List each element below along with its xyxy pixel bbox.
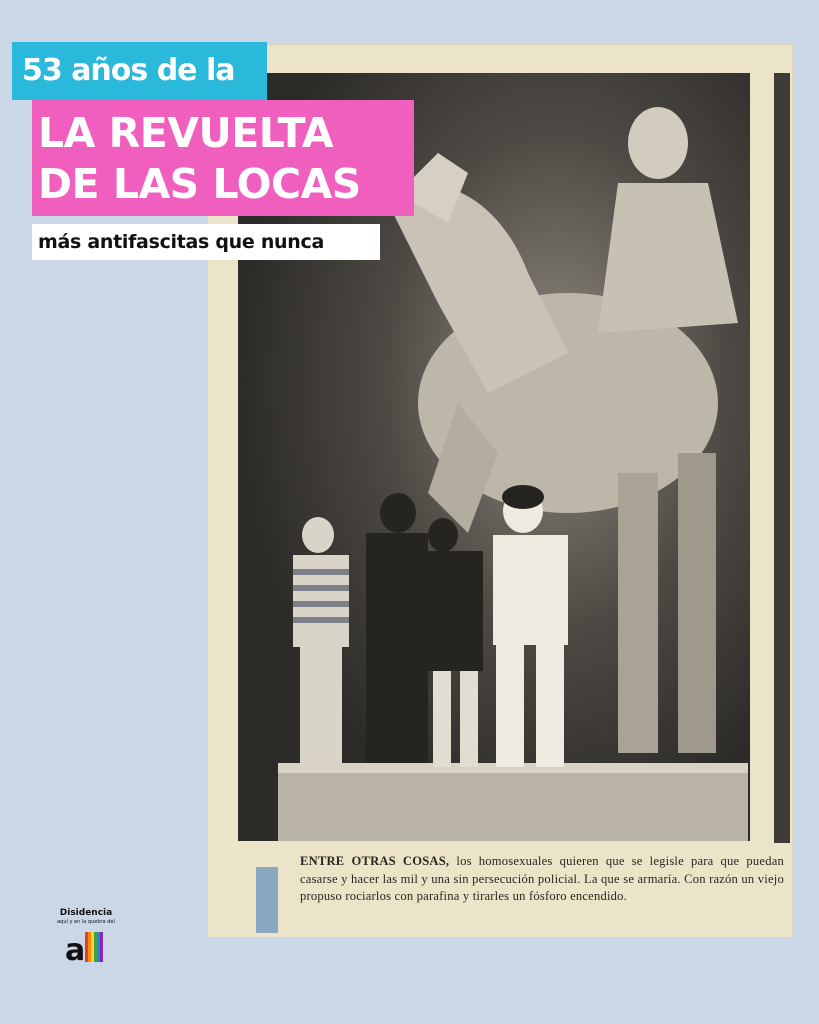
caption-body: los homosexuales quieren que se legisle para que puedan casarse y hacer las mil y una sin persecución policial. La que se armaría. Con razón un viejo propuso rociarlos con parafina y tirarles un fósforo encendido. [300, 854, 784, 903]
svg-text:a: a [65, 933, 86, 966]
headline-anniversary: 53 años de la [12, 42, 267, 100]
page-edge [774, 73, 790, 843]
disidencia-logo [57, 908, 115, 980]
rainbow-mark-icon [63, 928, 109, 966]
caption-marker [256, 867, 278, 933]
caption-lead: ENTRE OTRAS COSAS, [300, 854, 450, 868]
headline-title-line1: LA REVUELTA [38, 109, 334, 157]
photo-caption [300, 853, 784, 906]
logo-subtitle: aquí y en la quebra del [57, 919, 115, 925]
headline-title [32, 100, 414, 216]
logo-mark [63, 928, 109, 966]
headline-title-line2: DE LAS LOCAS [38, 160, 361, 208]
headline-subtitle: más antifascitas que nunca [32, 224, 380, 260]
logo-title: Disidencia [59, 908, 113, 918]
